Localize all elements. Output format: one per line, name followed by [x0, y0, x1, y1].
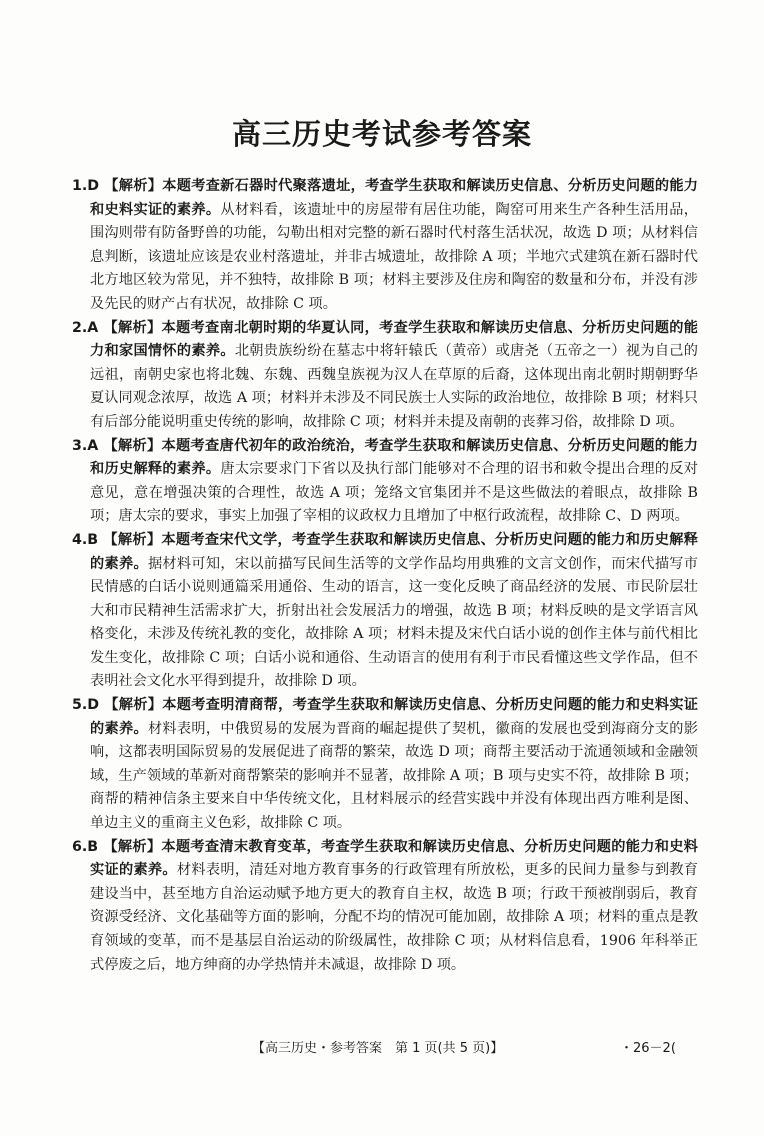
answer-item-5: [72, 694, 698, 836]
answer-lead: 2.A 【解析】本题考查南北朝时期的华夏认同，考查学生获取和解读历史信息、分析历史问题的能力和家国情怀的素养。: [72, 319, 698, 360]
answer-list: [72, 175, 698, 977]
answer-item-1: [72, 175, 698, 317]
footer-page-label: 【高三历史・参考答案 第 1 页(共 5 页)】: [252, 1041, 504, 1056]
answer-item-6: [72, 836, 698, 978]
answer-lead: 4.B 【解析】本题考查宋代文学，考查学生获取和解读历史信息、分析历史问题的能力和历史解释的素养。: [72, 531, 698, 572]
answer-lead: 3.A 【解析】本题考查唐代初年的政治统治，考查学生获取和解读历史信息、分析历史问题的能力和历史解释的素养。: [72, 437, 698, 478]
answer-item-2: [72, 317, 698, 435]
page-title: 高三历史考试参考答案: [231, 117, 532, 151]
answer-body: 材料表明，清廷对地方教育事务的行政管理有所放松，更多的民间力量参与到教育建设当中，甚至地方自治运动赋予地方更大的教育自主权，故选 B 项；行政干预被削弱后，教育资源受经济、文化基础等方面的影响，分配不均的情况可能加剧，故排除 A 项；材料的重点是教育领域的变革，而不是基层自治运动的阶级属性，故排除 C 项；从材料信息看，1906 年科举正式停废之后，地方绅商的办学热情并未减退，故排除 D 项。: [90, 862, 698, 973]
answer-body: 材料表明，中俄贸易的发展为晋商的崛起提供了契机，徽商的发展也受到海商分支的影响，这都表明国际贸易的发展促进了商帮的繁荣，故选 D 项；商帮主要活动于流通领域和金融领域，生产领域的革新对商帮繁荣的影响并不显著，故排除 A 项；B 项与史实不符，故排除 B 项；商帮的精神信条主要来自中华传统文化，且材料展示的经营实践中并没有体现出西方唯利是图、单边主义的重商主义色彩，故排除 C 项。: [90, 720, 698, 832]
answer-body: 北朝贵族纷纷在墓志中将轩辕氏（黄帝）或唐尧（五帝之一）视为自己的远祖，南朝史家也将北魏、东魏、西魏皇族视为汉人在草原的后裔，这体现出南北朝时期朝野华夏认同观念浓厚，故选 A 项；材料并未涉及不同民族士人实际的政治地位，故排除 B 项；材料只有后部分能说明重史传统的影响，故排除 C 项；材料并未提及南朝的丧葬习俗，故排除 D 项。: [90, 343, 698, 430]
answer-lead: 1.D 【解析】本题考查新石器时代聚落遗址，考查学生获取和解读历史信息、分析历史问题的能力和史料实证的素养。: [72, 178, 698, 218]
footer-code: ・26－2(: [620, 1041, 676, 1056]
answer-lead: 5.D 【解析】本题考查明清商帮，考查学生获取和解读历史信息、分析历史问题的能力和史料实证的素养。: [72, 697, 698, 737]
answer-body: 据材料可知，宋以前描写民间生活等的文学作品均用典雅的文言文创作，而宋代描写市民情感的白话小说则通篇采用通俗、生动的语言，这一变化反映了商品经济的发展、市民阶层壮大和市民精神生活需求扩大，折射出社会发展活力的增强，故选 B 项；材料反映的是文学语言风格变化，未涉及传统礼教的变化，故排除 A 项；材料未提及宋代白话小说的创作主体与前代相比发生变化，故排除 C 项；白话小说和通俗、生动语言的使用有利于市民看懂这些文学作品，但不表明社会文化水平得到提升，故排除 D 项。: [90, 555, 698, 690]
answer-body: 唐太宗要求门下省以及执行部门能够对不合理的诏书和敕令提出合理的反对意见，意在增强决策的合理性，故选 A 项；笼络文官集团并不是这些做法的着眼点，故排除 B 项；唐太宗的要求，事实上加强了宰相的议政权力且增加了中枢行政流程，故排除 C、D 两项。: [90, 461, 698, 525]
answer-item-4: [72, 529, 698, 694]
answer-item-3: [72, 435, 698, 529]
answer-lead: 6.B 【解析】本题考查清末教育变革，考查学生获取和解读历史信息、分析历史问题的能力和史料实证的素养。: [72, 838, 698, 879]
answer-body: 从材料看，该遗址中的房屋带有居住功能，陶窑可用来生产各种生活用品，围沟则带有防备野兽的功能，勾勒出相对完整的新石器时代村落生活状况，故选 D 项；从材料信息判断，该遗址应该是农业村落遗址，并非古城遗址，故排除 A 项；半地穴式建筑在新石器时代北方地区较为常见，并不独特，故排除 B 项；材料主要涉及住房和陶窑的数量和分布，并没有涉及先民的财产占有状况，故排除 C 项。: [90, 201, 698, 312]
